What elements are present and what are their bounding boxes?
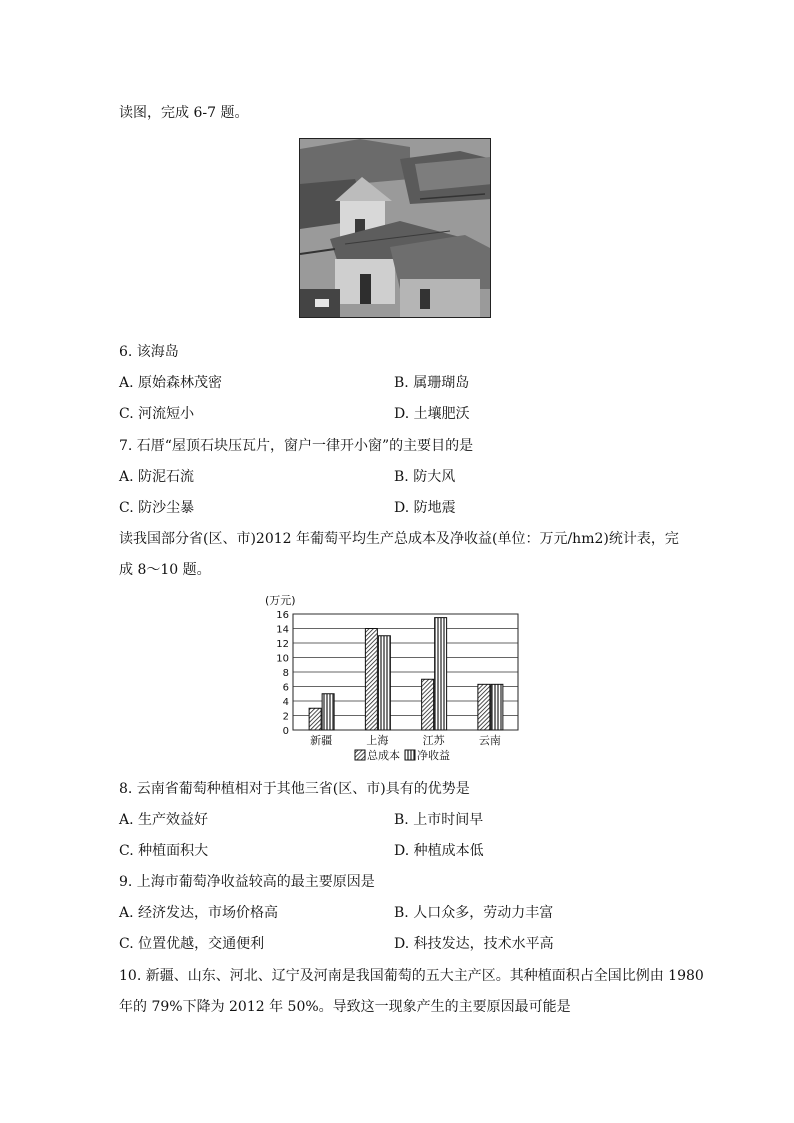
bar-cost (422, 679, 434, 730)
y-tick-label: 2 (282, 711, 289, 723)
bar-cost (478, 684, 490, 730)
y-tick-label: 14 (276, 624, 289, 636)
q6-option-c: C. 河流短小 (119, 406, 195, 422)
q9-option-d: D. 科技发达，技术水平高 (394, 936, 554, 952)
x-tick-label: 新疆 (310, 734, 333, 747)
y-tick-label: 12 (276, 639, 289, 650)
question-8-stem: 8. 云南省葡萄种植相对于其他三省(区、市)具有的优势是 (119, 781, 470, 797)
q7-option-a: A. 防泥石流 (119, 469, 195, 485)
reading-instruction-6-7: 读图，完成 6-7 题。 (119, 105, 249, 121)
q8-option-a: A. 生产效益好 (119, 812, 209, 828)
reading-instruction-8-10-line1: 读我国部分省(区、市)2012 年葡萄平均生产总成本及净收益(单位：万元/hm2)统计表，完 (119, 531, 679, 547)
q9-option-b: B. 人口众多，劳动力丰富 (394, 905, 554, 921)
y-tick-label: 6 (282, 682, 289, 694)
bar-chart (263, 590, 525, 770)
q8-option-d: D. 种植成本低 (394, 843, 484, 859)
y-tick-label: 10 (276, 653, 289, 665)
q9-option-a: A. 经济发达，市场价格高 (119, 905, 279, 921)
y-tick-label: 0 (282, 726, 289, 737)
y-tick-label: 16 (276, 610, 289, 621)
legend-swatch-cost (355, 750, 365, 760)
grape-cost-income-chart (263, 590, 525, 770)
q7-option-d: D. 防地震 (394, 500, 456, 516)
y-axis-label: (万元) (265, 594, 296, 607)
legend-swatch-income (405, 750, 415, 760)
q6-option-a: A. 原始森林茂密 (119, 375, 223, 391)
bar-income (378, 636, 390, 730)
legend-label: 净收益 (417, 749, 450, 762)
q7-option-c: C. 防沙尘暴 (119, 500, 195, 516)
bar-income (491, 684, 503, 730)
q6-option-b: B. 属珊瑚岛 (394, 375, 470, 391)
question-7-stem: 7. 石厝“屋顶石块压瓦片，窗户一律开小窗”的主要目的是 (119, 438, 474, 454)
village-photo (299, 138, 491, 318)
x-tick-label: 上海 (366, 734, 389, 747)
q9-option-c: C. 位置优越，交通便利 (119, 936, 265, 952)
reading-instruction-8-10-line2: 成 8～10 题。 (119, 562, 211, 578)
bar-cost (365, 629, 377, 731)
x-tick-label: 江苏 (422, 734, 445, 747)
bar-income (435, 618, 447, 730)
bar-income (322, 694, 334, 730)
y-tick-label: 8 (282, 668, 289, 679)
q6-option-d: D. 土壤肥沃 (394, 406, 470, 422)
question-9-stem: 9. 上海市葡萄净收益较高的最主要原因是 (119, 874, 375, 890)
bar-cost (309, 708, 321, 730)
legend-label: 总成本 (367, 749, 400, 762)
q8-option-b: B. 上市时间早 (394, 812, 484, 828)
q8-option-c: C. 种植面积大 (119, 843, 209, 859)
y-tick-label: 4 (282, 697, 289, 708)
question-10-line2: 年的 79%下降为 2012 年 50%。导致这一现象产生的主要原因最可能是 (119, 999, 571, 1015)
q7-option-b: B. 防大风 (394, 469, 456, 485)
question-6-stem: 6. 该海岛 (119, 344, 179, 360)
village-photo-icon (300, 139, 491, 318)
x-tick-label: 云南 (478, 734, 501, 747)
question-10-line1: 10. 新疆、山东、河北、辽宁及河南是我国葡萄的五大主产区。其种植面积占全国比例由 1980 (119, 968, 704, 984)
